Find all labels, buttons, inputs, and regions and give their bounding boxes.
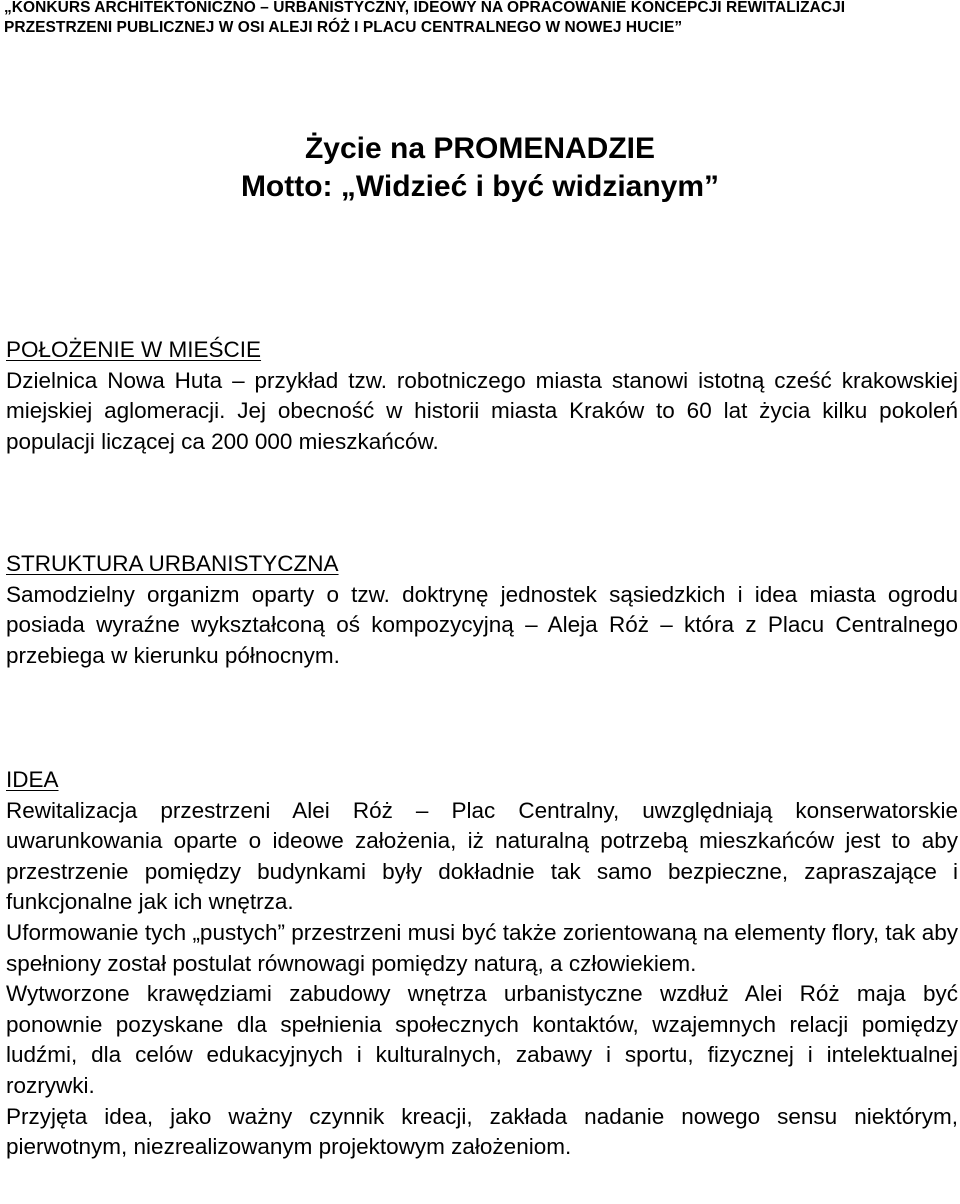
idea-paragraph-2: Uformowanie tych „pustych” przestrzeni musi być także zorientowaną na elementy flory, tak aby spełniony został postulat równowagi pomiędzy naturą, a człowiekiem.: [6, 919, 958, 976]
idea-paragraph-1: Rewitalizacja przestrzeni Alei Róż – Plac Centralny, uwzględniają konserwatorskie uwarunkowania oparte o ideowe założenia, iż naturalną potrzebą mieszkańców jest to aby przestrzenie pomiędzy budynkami były dokładnie tak samo bezpieczne, zapraszające i funkcjonalne jak ich wnętrza.: [6, 797, 958, 915]
competition-header: [4, 0, 956, 38]
section-heading-idea: IDEA: [6, 767, 59, 792]
section-idea: [6, 765, 958, 1163]
idea-paragraph-3: Wytworzone krawędziami zabudowy wnętrza urbanistyczne wzdłuż Alei Róż maja być ponownie pozyskane dla spełnienia społecznych kontaktów, wzajemnych relacji pomiędzy ludźmi, dla celów edukacyjnych i kulturalnych, zabawy i sportu, fizycznej i intelektualnej rozrywki.: [6, 981, 958, 1098]
page-title: Życie na PROMENADZIE: [304, 132, 656, 165]
header-line-1: „KONKURS ARCHITEKTONICZNO – URBANISTYCZNY, IDEOWY NA OPRACOWANIE KONCEPCJI REWITALIZACJI: [4, 0, 846, 16]
title-block: [0, 130, 960, 206]
motto: Motto: „Widzieć i być widzianym”: [240, 170, 720, 203]
header-line-2: PRZESTRZENI PUBLICZNEJ W OSI ALEJI RÓŻ I PLACU CENTRALNEGO W NOWEJ HUCIE”: [4, 19, 683, 36]
section-text-struktura: Samodzielny organizm oparty o tzw. doktrynę jednostek sąsiedzkich i idea miasta ogrodu posiada wyraźne wykształconą oś kompozycyjną – Aleja Róż – która z Placu Centralnego przebiega w kierunku północnym.: [6, 581, 958, 668]
section-heading-polozenie: POŁOŻENIE W MIEŚCIE: [6, 337, 262, 362]
section-struktura: [6, 549, 958, 671]
section-polozenie: [6, 335, 958, 457]
section-heading-struktura: STRUKTURA URBANISTYCZNA: [6, 551, 339, 576]
idea-paragraph-4: Przyjęta idea, jako ważny czynnik kreacji, zakłada nadanie nowego sensu niektórym, pierwotnym, niezrealizowanym projektowym założeniom.: [6, 1103, 958, 1160]
section-text-polozenie: Dzielnica Nowa Huta – przykład tzw. robotniczego miasta stanowi istotną cześć krakowskiej miejskiej aglomeracji. Jej obecność w historii miasta Kraków to 60 lat życia kilku pokoleń populacji liczącej ca 200 000 mieszkańców.: [6, 367, 958, 454]
